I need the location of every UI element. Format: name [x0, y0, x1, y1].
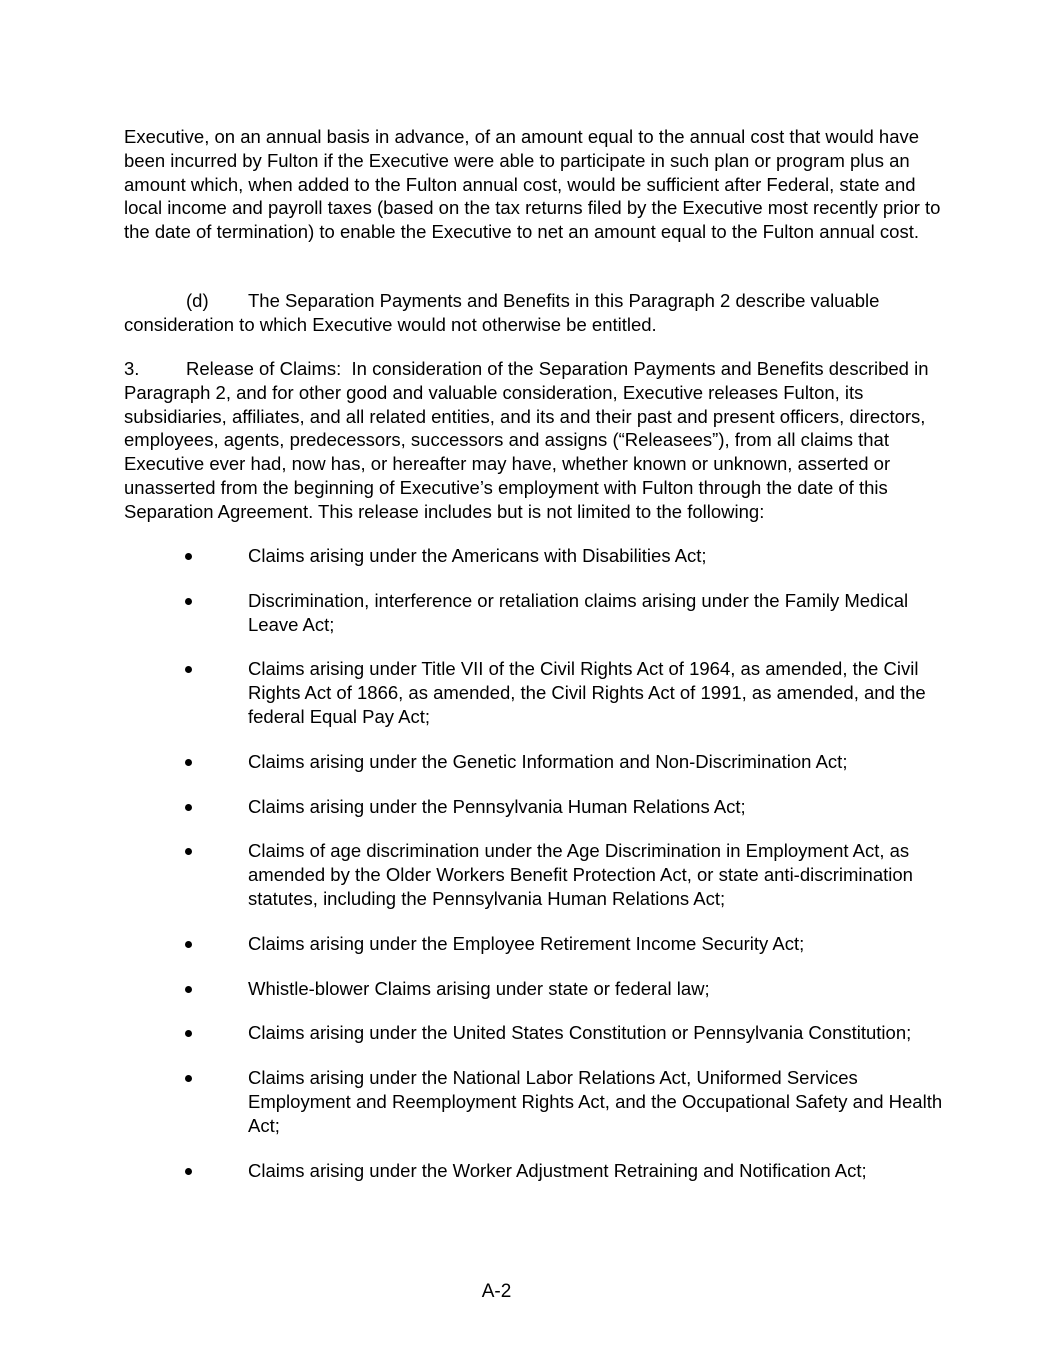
bullet-icon: [185, 848, 192, 855]
list-item: Claims arising under the National Labor Relations Act, Uniformed Services Employment and Reemployment Rights Act, and the Occupational Safety and Health Act;: [0, 1066, 948, 1137]
list-item: Claims arising under the United States Constitution or Pennsylvania Constitution;: [0, 1021, 948, 1045]
continuation-paragraph: Executive, on an annual basis in advance, of an amount equal to the annual cost that would have been incurred by Fulton if the Executive were able to participate in such plan or program plus an amount which, when added to the Fulton annual cost, would be sufficient after Federal, state and local income and payroll taxes (based on the tax returns filed by the Executive most recently prior to the date of termination) to enable the Executive to net an amount equal to the Fulton annual cost.: [124, 126, 941, 243]
paragraph-d-text: The Separation Payments and Benefits in this Paragraph 2 describe valuable consideration to which Executive would not otherwise be entitled.: [124, 290, 880, 335]
bullet-icon: [185, 804, 192, 811]
list-item: Whistle-blower Claims arising under state or federal law;: [0, 977, 948, 1001]
bullet-icon: [185, 1075, 192, 1082]
paragraph-d: [124, 289, 944, 337]
list-item: Claims arising under the Genetic Information and Non-Discrimination Act;: [0, 750, 948, 774]
list-item: Claims arising under Title VII of the Civil Rights Act of 1964, as amended, the Civil Rights Act of 1866, as amended, the Civil Rights Act of 1991, as amended, and the federal Equal Pay Act;: [0, 657, 948, 728]
bullet-icon: [185, 941, 192, 948]
section-3-heading: Release of Claims:: [186, 358, 342, 379]
list-item: Claims arising under the Employee Retirement Income Security Act;: [0, 932, 948, 956]
claims-list: [0, 544, 1055, 1203]
bullet-icon: [185, 666, 192, 673]
list-item: Claims arising under the Pennsylvania Human Relations Act;: [0, 795, 948, 819]
list-item: Claims of age discrimination under the Age Discrimination in Employment Act, as amended by the Older Workers Benefit Protection Act, or state anti-discrimination statutes, including the Pennsylvania Human Relations Act;: [0, 839, 948, 910]
list-item: Claims arising under the Worker Adjustment Retraining and Notification Act;: [0, 1159, 948, 1183]
section-3-release-of-claims: [124, 357, 944, 524]
section-3-number: 3.: [124, 358, 140, 379]
bullet-icon: [185, 553, 192, 560]
bullet-icon: [185, 1030, 192, 1037]
bullet-icon: [185, 986, 192, 993]
bullet-icon: [185, 598, 192, 605]
list-item: Discrimination, interference or retaliation claims arising under the Family Medical Leave Act;: [0, 589, 948, 637]
bullet-icon: [185, 1168, 192, 1175]
page-number: A-2: [481, 1281, 512, 1302]
section-3-text: In consideration of the Separation Payments and Benefits described in Paragraph 2, and for other good and valuable consideration, Executive releases Fulton, its subsidiaries, affiliates, and all related entities, and its and their past and present officers, directors, employees, agents, predecessors, successors and assigns (“Releasees”), from all claims that Executive ever had, now has, or hereafter may have, whether known or unknown, asserted or unasserted from the beginning of Executive’s employment with Fulton through the date of this Separation Agreement. This release includes but is not limited to the following:: [124, 358, 929, 522]
paragraph-d-marker: (d): [186, 290, 209, 311]
list-item: Claims arising under the Americans with Disabilities Act;: [0, 544, 948, 568]
bullet-icon: [185, 759, 192, 766]
